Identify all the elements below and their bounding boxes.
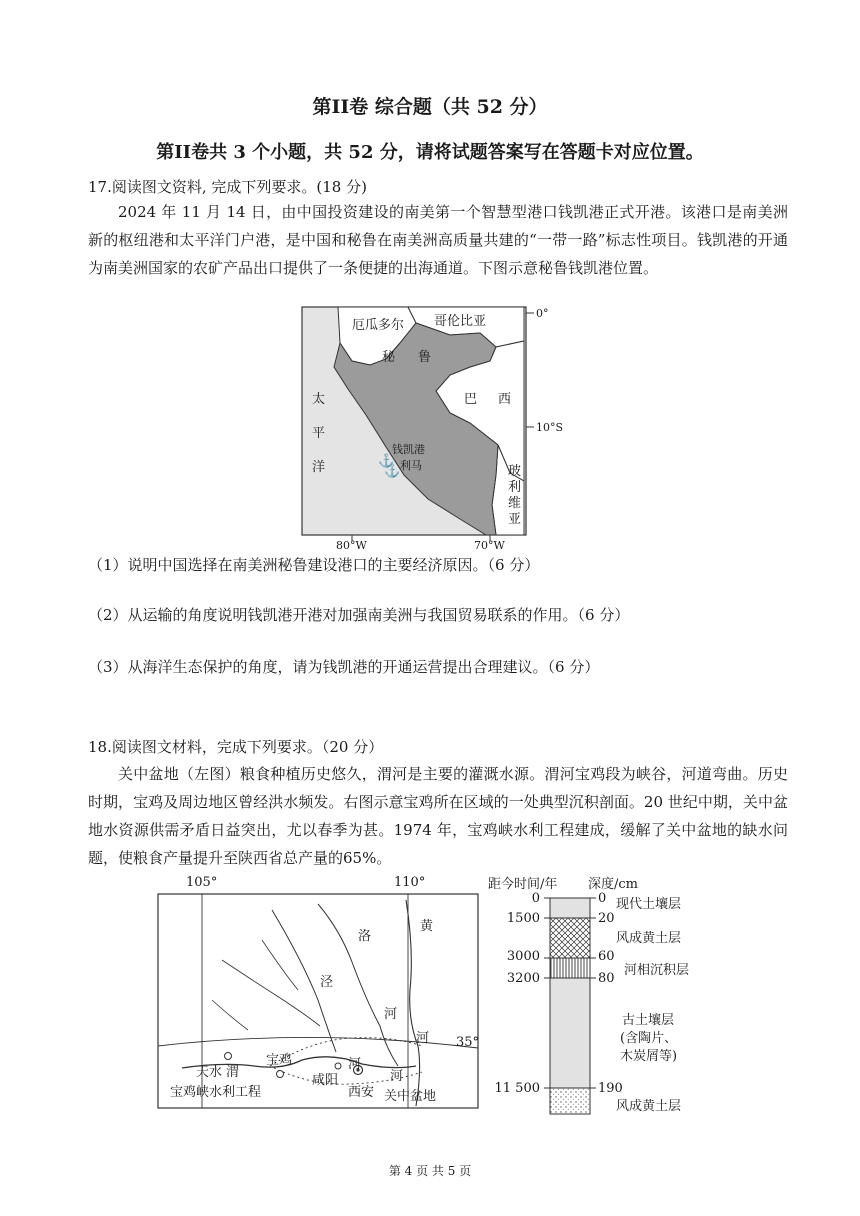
depth-80: 80 (598, 971, 615, 986)
layer-fluvial (550, 958, 590, 978)
label-wei-he-2: 河 (390, 1069, 404, 1084)
layer-label-paleosol: 古土壤层 (622, 1013, 675, 1028)
label-bolivia-1: 玻 (508, 464, 522, 479)
label-pacific-2: 平 (312, 426, 326, 441)
time-0: 0 (531, 891, 540, 906)
label-huang: 黄 (420, 919, 434, 934)
depth-60: 60 (598, 949, 615, 964)
layer-label-loess-lower: 风成黄土层 (616, 1099, 682, 1114)
layer-label-loess-upper: 风成黄土层 (616, 931, 682, 946)
label-jing: 泾 (320, 975, 334, 990)
depth-0: 0 (598, 891, 607, 906)
depth-20: 20 (598, 911, 615, 926)
time-11500: 11 500 (494, 1081, 540, 1096)
profile-time-header: 距今时间/年 (488, 877, 558, 892)
label-brazil-1: 巴 (464, 392, 478, 407)
peru-port-map (300, 305, 564, 552)
label-bolivia-2: 利 (508, 480, 522, 495)
question-17-heading: 17.阅读图文资料, 完成下列要求。(18 分) (88, 178, 367, 196)
label-luo-he: 河 (384, 1007, 398, 1022)
label-lon-70w: 70°W (474, 539, 505, 552)
label-pacific-1: 太 (312, 392, 326, 407)
time-3000: 3000 (506, 949, 540, 964)
layer-paleosol (550, 978, 590, 1088)
label-wei-he-1: 河 (348, 1057, 362, 1072)
question-18-heading: 18.阅读图文材料，完成下列要求。（20 分） (88, 738, 384, 756)
time-3200: 3200 (506, 971, 540, 986)
label-baoji: 宝鸡 (266, 1053, 293, 1068)
sediment-profile (484, 870, 724, 1122)
label-peru-1: 秘 (382, 350, 396, 365)
layer-loess-lower (550, 1088, 590, 1114)
profile-depth-header: 深度/cm (588, 877, 638, 892)
label-luo: 洛 (358, 929, 372, 944)
label-huang-he: 河 (416, 1031, 430, 1046)
xianyang-city-marker (335, 1063, 341, 1069)
label-peru-2: 鲁 (418, 350, 432, 365)
layer-modern-soil (550, 898, 590, 918)
label-wei: 渭 (226, 1065, 240, 1080)
layer-label-fluvial: 河相沉积层 (624, 963, 690, 978)
question-17-sub-1: （1）说明中国选择在南美洲秘鲁建设港口的主要经济原因。（6 分） (88, 556, 540, 574)
label-lima: 利马 (400, 459, 422, 472)
question-18-paragraph: 关中盆地（左图）粮食种植历史悠久，渭河是主要的灌溉水源。渭河宝鸡段为峡谷，河道弯曲。历史时期，宝鸡及周边地区曾经洪水频发。右图示意宝鸡所在区域的一处典型沉积剖面。20 世纪中期，关中盆地水资源供需矛盾日益突出，尤以春季为甚。1974 年，宝鸡峡水利工程建成，缓解了关中盆地的缺水问题，使粮食产量提升至陕西省总产量的65%。 (88, 765, 788, 867)
layer-label-paleosol-note-2: 木炭屑等) (620, 1049, 678, 1064)
baoji-city-marker (277, 1071, 284, 1078)
question-17-paragraph: 2024 年 11 月 14 日，由中国投资建设的南美第一个智慧型港口钱凯港正式开港。该港口是南美洲新的枢纽港和太平洋门户港，是中国和秘鲁在南美洲高质量共建的“一带一路”标志性项目。钱凯港的开通为南美洲国家的农矿产品出口提供了一条便捷的出海通道。下图示意秘鲁钱凯港位置。 (88, 203, 788, 277)
page-footer: 第 4 页 共 5 页 (388, 1164, 472, 1178)
anchor-icon: ⚓ (378, 454, 395, 469)
label-brazil-2: 西 (498, 392, 512, 407)
layer-loess-upper (550, 918, 590, 958)
section-subtitle: 第II卷共 3 个小题，共 52 分，请将试题答案写在答题卡对应位置。 (156, 142, 704, 163)
label-colombia: 哥伦比亚 (434, 314, 487, 329)
depth-190: 190 (598, 1081, 623, 1096)
label-baoji-project: 宝鸡峡水利工程 (170, 1085, 262, 1100)
label-lat-10s: 10°S (536, 421, 564, 434)
guanzhong-basin-map (152, 870, 492, 1122)
label-pacific-3: 洋 (312, 460, 326, 475)
label-lat-0: 0° (536, 307, 549, 320)
label-tianshui: 天水 (196, 1065, 223, 1080)
tianshui-city-marker (225, 1053, 232, 1060)
label-xianyang: 咸阳 (312, 1073, 339, 1088)
section-title: 第II卷 综合题（共 52 分） (312, 96, 548, 118)
label-guanzhong-basin: 关中盆地 (384, 1089, 437, 1104)
anchor-icon-lima: ⚓ (384, 464, 401, 479)
time-1500: 1500 (506, 911, 540, 926)
label-chancay-port: 钱凯港 (392, 443, 425, 456)
question-17-sub-3: （3）从海洋生态保护的角度，请为钱凯港的开通运营提出合理建议。（6 分） (88, 658, 600, 676)
layer-label-paleosol-note-1: (含陶片、 (620, 1031, 678, 1046)
label-bolivia-3: 维 (508, 496, 522, 511)
label-lon-105: 105° (186, 875, 218, 890)
label-xian: 西安 (348, 1085, 375, 1100)
label-bolivia-4: 亚 (508, 512, 522, 527)
question-17-sub-2: （2）从运输的角度说明钱凯港开港对加强南美洲与我国贸易联系的作用。（6 分） (88, 606, 630, 624)
layer-label-modern-soil: 现代土壤层 (616, 897, 682, 912)
label-lat-35: 35° (456, 1035, 480, 1050)
label-lon-110: 110° (394, 875, 426, 890)
label-lon-80w: 80°W (336, 539, 367, 552)
label-ecuador: 厄瓜多尔 (352, 318, 405, 333)
